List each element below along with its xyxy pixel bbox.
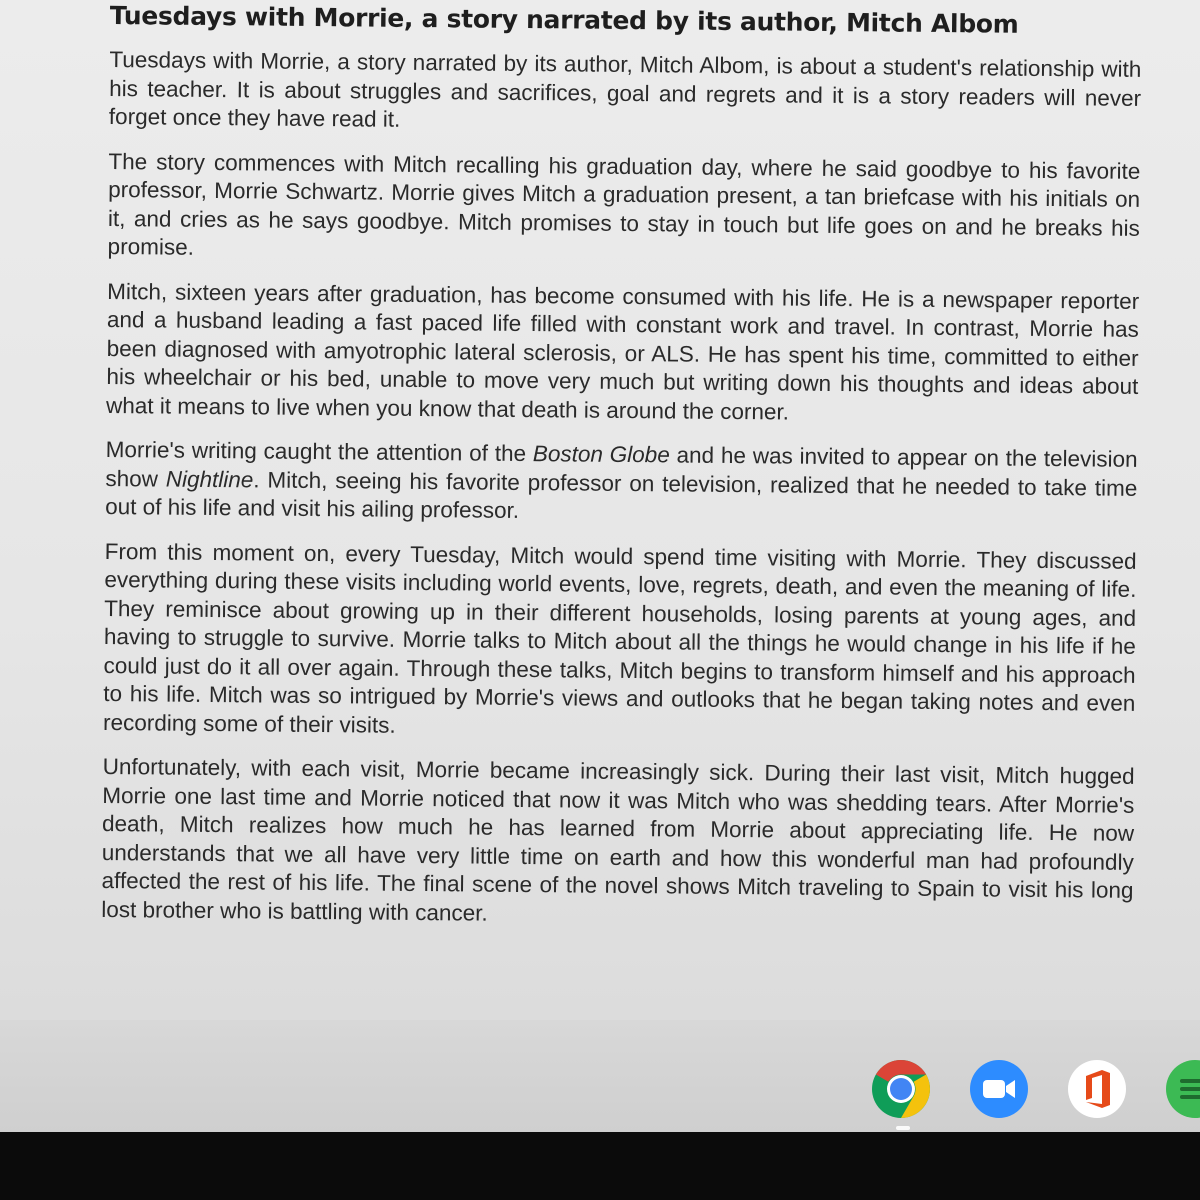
boston-globe-title: Boston Globe (532, 441, 670, 468)
paragraph-2: The story commences with Mitch recalling his graduation day, where he said goodbye to his favorite professor, Morrie Schwartz. Morrie gives Mitch a graduation present, a tan briefcase with his initials on it, and cries as he says goodbye. Mitch promises to stay in touch but life goes on and he breaks his promise. (107, 148, 1141, 260)
files-shelf-app[interactable] (1164, 1058, 1200, 1120)
paragraph-4-part-2: and he was invited to appear on the television show (105, 442, 1138, 492)
screen-bezel (0, 1132, 1200, 1200)
video-camera-icon (968, 1058, 1030, 1120)
office-shelf-app[interactable] (1066, 1058, 1128, 1120)
zoom-shelf-app[interactable] (968, 1058, 1030, 1120)
chrome-shelf-app[interactable] (870, 1058, 932, 1120)
stacked-lines-icon (1164, 1058, 1200, 1120)
nightline-title: Nightline (165, 466, 254, 492)
shelf (0, 1020, 1200, 1132)
paragraph-4-part-1: Morrie's writing caught the attention of the (105, 436, 534, 467)
document-body (101, 0, 1142, 950)
document-title: Tuesdays with Morrie, a story narrated by its author, Mitch Albom (109, 0, 1019, 39)
chrome-icon (870, 1058, 932, 1120)
paragraph-5: From this moment on, every Tuesday, Mitch would spend time visiting with Morrie. They discussed everything during these visits including world events, love, regrets, death, and even the meaning of life. They reminisce about growing up in their different households, losing parents at young ages, and having to struggle to survive. Morrie talks to Mitch about all the things he would change in his life if he could just do it all over again. Through these talks, Mitch begins to transform himself and his approach to his life. Mitch was so intrigued by Morrie's views and outlooks that he began taking notes and even recording some of their visits. (102, 538, 1137, 738)
paragraph-3: Mitch, sixteen years after graduation, has become consumed with his life. He is a newspaper reporter and a husband leading a fast paced life filled with constant work and travel. In contrast, Morrie has been diagnosed with amyotrophic lateral sclerosis, or ALS. He has spent his time, committed to either his wheelchair or his bed, unable to move very much but writing down his thoughts and ideas about what it means to live when you know that death is around the corner. (105, 278, 1140, 425)
paragraph-4 (105, 436, 1138, 531)
active-indicator (896, 1126, 910, 1130)
office-icon (1066, 1058, 1128, 1120)
paragraph-1: Tuesdays with Morrie, a story narrated by its author, Mitch Albom, is about a student's relationship with his teacher. It is about struggles and sacrifices, goal and regrets and it is a story readers will never forget once they have read it. (108, 46, 1142, 132)
paragraph-4-part-3: . Mitch, seeing his favorite professor on television, realized that he needed to take time out of his life and visit his ailing professor. (105, 466, 1138, 523)
paragraph-6: Unfortunately, with each visit, Morrie became increasingly sick. During their last visit, Mitch hugged Morrie one last time and Morrie noticed that now it was Mitch who was shedding tears. After Morrie's death, Mitch realizes how much he has learned from Morrie about appreciating life. He now understands that we all have very little time on earth and how this wonderful man had profoundly affected the rest of his life. The final scene of the novel shows Mitch traveling to Spain to visit his long lost brother who is battling with cancer. (101, 753, 1135, 926)
